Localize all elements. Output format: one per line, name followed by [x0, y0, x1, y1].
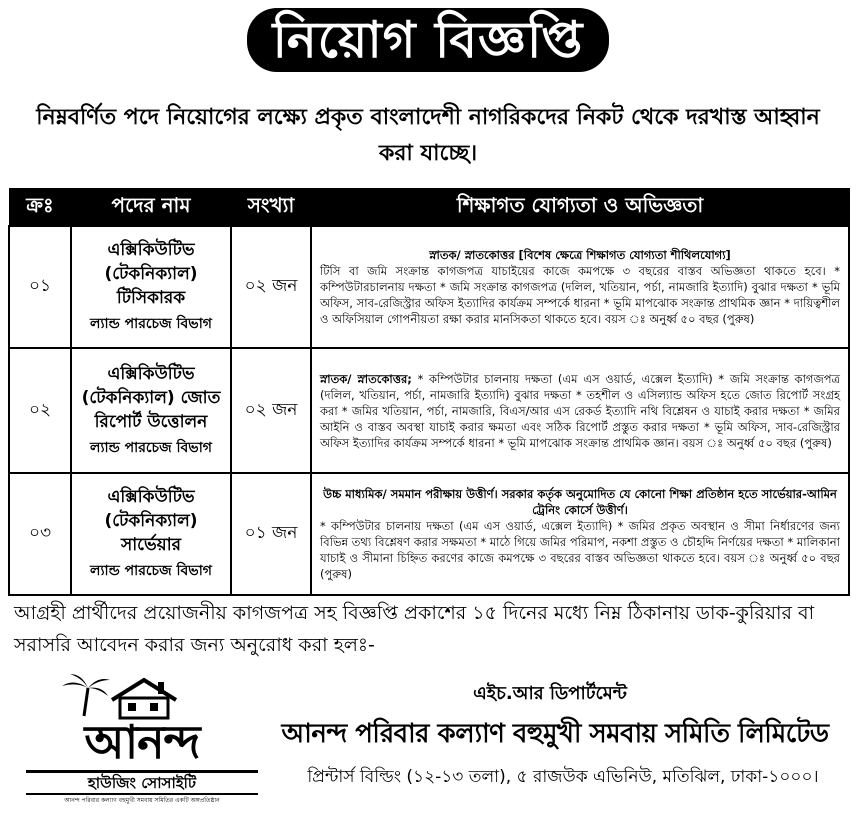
post-line: (টেকনিক্যাল) জোত — [81, 387, 221, 408]
row-serial: ০২ — [9, 348, 71, 473]
organization-address: প্রিন্টার্স বিল্ডিং (১২-১৩ তলা), ৫ রাজউক এভিনিউ, মতিঝিল, ঢাকা-১০০০। — [307, 767, 819, 787]
post-department: ল্যান্ড পারচেজ বিভাগ — [90, 439, 212, 456]
qualification-text: * কম্পিউটার চালনায় দক্ষতা (এম এস ওয়ার্ড, এক্সেল ইত্যাদি) * জমি সংক্রান্ত কাগজপত্র (দলিল, খতিয়ান, পর্চা, নামজারি ইত্যাদি) বুঝার দক্ষতা * তহশীল ও এসিল্যান্ড অফিস হতে জোত রিপোর্ট সংগ্রহ করা * জমির খতিয়ান, পর্চা, নামজারি, বিএস/আর এস রেকর্ড ইত্যাদি নথি বিশ্লেষন ও যাচাই করার দক্ষতা * জমির আইনি ও বাস্তব অবস্থা যাচাই করার ক্ষমতা এবং সঠিক রিপোর্ট প্রস্তুত করার দক্ষতা * ভূমি অফিস, সাব-রেজিস্ট্রার অফিস ইত্যাদির কার্যক্রম সম্পর্কে ধারনা * ভূমি মাপঝোক সংক্রান্ত প্রাথমিক জ্ঞান। বয়স ঃ অনুর্ধ্ব ৫০ বছর (পুরুষ) — [320, 371, 840, 450]
organization-name: আনন্দ পরিবার কল্যাণ বহুমুখী সমবায় সমিতি লিমিটেড — [281, 719, 829, 749]
post-line: টিসিকারক — [116, 288, 186, 308]
intro-text: নিম্নবর্ণিত পদে নিয়োগের লক্ষ্যে প্রকৃত বাংলাদেশী নাগরিকদের নিকট থেকে দরখাস্ত আহ্বান করা যাচ্ছে। — [36, 105, 820, 166]
logo-tagline: আনন্দ পরিবার কল্যাণ বহুমুখী সমবায় সমিতির একটি অঙ্গপ্রতিষ্ঠান — [64, 797, 220, 804]
row-serial: ০১ — [9, 226, 71, 348]
post-line: এক্সিকিউটিভ — [107, 363, 195, 384]
row-post — [71, 226, 231, 348]
qualification-lead: স্নাতক/ স্নাতকোত্তর; — [320, 371, 412, 386]
header-serial: ক্রঃ — [9, 189, 71, 227]
company-logo — [26, 670, 258, 810]
qualification-lead: উচ্চ মাধ্যমিক/ সমমান পরীক্ষায় উত্তীর্ণ। সরকার কর্তৃক অনুমোদিত যে কোনো শিক্ষা প্রতিষ্ঠান হতে সার্ভেয়ার-আমিন ট্রেনিং কোর্সে উত্তীর্ণ। — [323, 487, 837, 517]
qualification-text: টিসি বা জমি সংক্রান্ত কাগজপত্র যাচাইয়ের কাজে কমপক্ষে ৩ বছরের বাস্তব অভিজ্ঞতা থাকতে হবে। * কম্পিউটারচালনায় দক্ষতা * জমি সংক্রান্ত কাগজপত্র (দলিল, খতিয়ান, পর্চা, নামজারি ইত্যাদি) বুঝার দক্ষতা * ভূমি অফিস, সাব-রেজিস্ট্রার অফিস ইত্যাদির কার্যক্রম সম্পর্কে ধারনা * ভূমি মাপঝোক সংক্রান্ত প্রাথমিক জ্ঞান * দায়িত্বশীল ও অফিসিয়াল গোপনীয়তা রক্ষা করার মানসিকতা থাকতে হবে। বয়স ঃ অনুর্ধ্ব ৫০ বছর (পুরুষ) — [320, 264, 840, 326]
post-line: সার্ভেয়ার — [121, 535, 181, 555]
row-post — [71, 348, 231, 473]
post-line: (টেকনিক্যাল) — [104, 511, 198, 531]
row-count: ০১ জন — [231, 473, 311, 595]
table-header-row — [9, 189, 849, 227]
header-qualification: শিক্ষাগত যোগ্যতা ও অভিজ্ঞতা — [311, 189, 849, 227]
post-line: রিপোর্ট উত্তোলন — [94, 411, 208, 432]
jobs-table — [8, 188, 850, 596]
row-count: ০২ জন — [231, 226, 311, 348]
post-department: ল্যান্ড পারচেজ বিভাগ — [90, 563, 212, 579]
table-row — [9, 473, 849, 595]
table-row — [9, 226, 849, 348]
row-qualification — [311, 226, 849, 348]
row-serial: ০৩ — [9, 473, 71, 595]
post-line: এক্সিকিউটিভ — [107, 487, 195, 507]
header-count: সংখ্যা — [231, 189, 311, 227]
row-qualification — [311, 473, 849, 595]
logo-subtitle: হাউজিং সোসাইটি — [26, 770, 258, 795]
row-qualification — [311, 348, 849, 473]
post-line: এক্সিকিউটিভ — [107, 240, 195, 260]
post-line: (টেকনিক্যাল) — [104, 264, 198, 284]
logo-name: আনন্দ — [84, 715, 200, 769]
header-post: পদের নাম — [71, 189, 231, 227]
page-title: নিয়োগ বিজ্ঞপ্তি — [247, 8, 610, 72]
post-department: ল্যান্ড পারচেজ বিভাগ — [90, 316, 212, 332]
application-instructions: আগ্রহী প্রার্থীদের প্রয়োজনীয় কাগজপত্র সহ বিজ্ঞপ্তি প্রকাশের ১৫ দিনের মধ্যে নিম্ন ঠিকানায় ডাক-কুরিয়ার বা সরাসরি আবেদন করার জন্য অনুরোধ করা হলঃ- — [14, 602, 815, 656]
row-post — [71, 473, 231, 595]
title-banner — [0, 8, 856, 72]
table-row — [9, 348, 849, 473]
house-palm-icon — [26, 670, 258, 720]
row-count: ০২ জন — [231, 348, 311, 473]
qualification-lead: স্নাতক/ স্নাতকোত্তর [বিশেষ ক্ষেত্রে শিক্ষাগত যোগ্যতা শীথিলযোগ্য] — [429, 248, 731, 262]
hr-department: এইচ.আর ডিপার্টমেন্ট — [473, 683, 627, 704]
qualification-text: * কম্পিউটার চালনায় দক্ষতা (এম এস ওয়ার্ড, এক্সেল ইত্যাদি) * জমির প্রকৃত অবস্থান ও সীমা নির্ধারণের জন্য বিভিন্ন তথ্য বিশ্লেষণ করার সক্ষমতা * মাঠে গিয়ে জমির পরিমাপ, নকশা প্রস্তুত ও চৌহদ্দি নির্ণয়ের দক্ষতা * মালিকানা যাচাই ও সীমানা চিহ্নিত করণের কাজে কমপক্ষে ৩ বছরের বাস্তব অভিজ্ঞতা থাকতে হবে। বয়স ঃ অনুর্ধ্ব ৫০ বছর (পুরুষ) — [320, 519, 840, 581]
